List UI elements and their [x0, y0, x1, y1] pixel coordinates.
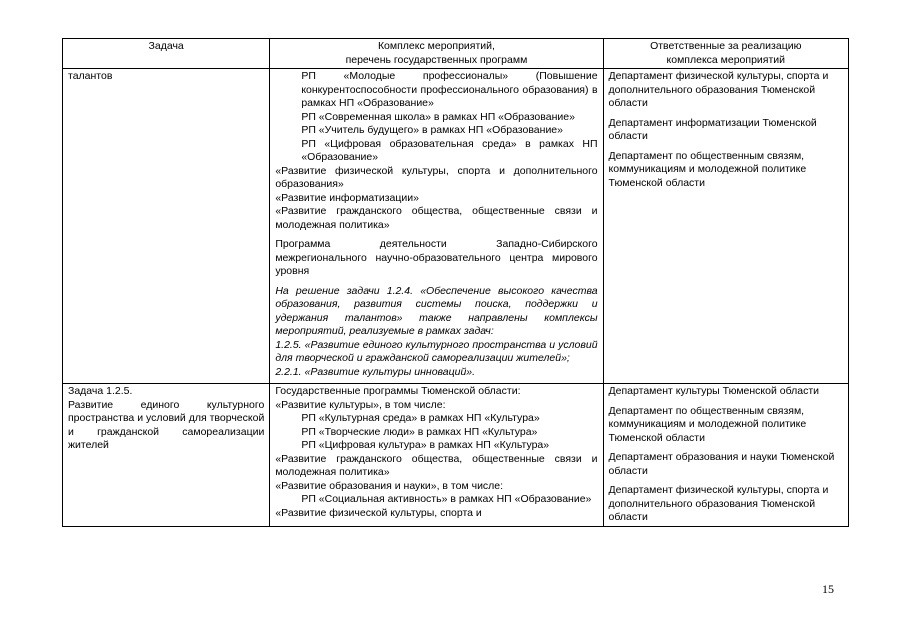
note-task-reference: 1.2.5. «Развитие единого культурного пространства и условий для творческой и гражданской самореализации жителей»;: [275, 338, 598, 364]
program-item: Государственные программы Тюменской области:: [275, 385, 521, 397]
note-text: На решение задачи 1.2.4. «Обеспечение высокого качества образования, развития системы поиска, поддержки и удержания талантов» также направлены комплексы мероприятий, реализуемые в рамках задач:: [275, 284, 598, 337]
table-row: [63, 69, 849, 384]
responsible-cell: [603, 69, 848, 384]
project-item: РП «Учитель будущего» в рамках НП «Образование»: [301, 124, 563, 136]
responsible-item: Департамент культуры Тюменской области: [608, 385, 820, 397]
program-item: «Развитие культуры», в том числе:: [275, 398, 446, 411]
table-row: [63, 384, 849, 527]
responsible-item: Департамент физической культуры, спорта и дополнительного образования Тюменской области: [608, 484, 829, 523]
program-item: «Развитие образования и науки», в том числе:: [275, 479, 504, 492]
table-header-row: [63, 39, 849, 69]
project-item: РП «Творческие люди» в рамках НП «Культура»: [301, 425, 538, 438]
events-cell: [270, 69, 603, 384]
program-item: «Развитие гражданского общества, общественные связи и молодежная политика»: [275, 205, 598, 231]
events-cell: [270, 384, 603, 527]
task-title: Задача 1.2.5.: [68, 385, 133, 397]
project-item: РП «Цифровая культура» в рамках НП «Культура»: [301, 439, 550, 451]
responsible-item: Департамент по общественным связям, коммуникациям и молодежной политике Тюменской области: [608, 404, 807, 444]
project-item: РП «Цифровая образовательная среда» в рамках НП «Образование»: [301, 137, 598, 163]
header-task: [63, 39, 270, 69]
responsible-cell: [603, 384, 848, 527]
header-events-line2: перечень государственных программ: [345, 53, 528, 66]
header-events: [270, 39, 603, 69]
header-events-line1: Комплекс мероприятий,: [377, 40, 495, 52]
header-responsible-line1: Ответственные за реализацию: [650, 40, 802, 52]
project-item: РП «Современная школа» в рамках НП «Образование»: [301, 110, 575, 123]
task-cell: [63, 384, 270, 527]
task-text: Развитие единого культурного пространства и условий для творческой и гражданской самореализации жителей: [68, 398, 265, 451]
header-responsible: [603, 39, 848, 69]
task-cell: [63, 69, 270, 384]
note-task-reference: 2.2.1. «Развитие культуры инноваций».: [275, 365, 476, 378]
program-item: «Развитие информатизации»: [275, 191, 419, 204]
header-responsible-line2: комплекса мероприятий: [666, 53, 786, 66]
project-item: РП «Культурная среда» в рамках НП «Культура»: [301, 412, 540, 424]
program-item: Программа деятельности Западно-Сибирского межрегионального научно-образовательного центра мирового уровня: [275, 238, 598, 277]
responsible-item: Департамент образования и науки Тюменской области: [608, 451, 835, 477]
task-text: талантов: [68, 70, 113, 82]
header-task-label: Задача: [148, 40, 184, 52]
events-table: [62, 38, 849, 527]
program-item: «Развитие физической культуры, спорта и: [275, 506, 482, 519]
responsible-item: Департамент физической культуры, спорта и дополнительного образования Тюменской области: [608, 70, 829, 109]
page-number: 15: [822, 582, 834, 596]
program-item: «Развитие гражданского общества, общественные связи и молодежная политика»: [275, 452, 598, 478]
responsible-item: Департамент по общественным связям, коммуникациям и молодежной политике Тюменской области: [608, 149, 807, 189]
responsible-item: Департамент информатизации Тюменской области: [608, 116, 817, 142]
project-item: РП «Молодые профессионалы» (Повышение конкурентоспособности профессионального образования) в рамках НП «Образование»: [301, 70, 598, 109]
project-item: РП «Социальная активность» в рамках НП «Образование»: [301, 493, 592, 505]
program-item: «Развитие физической культуры, спорта и дополнительного образования»: [275, 164, 598, 190]
